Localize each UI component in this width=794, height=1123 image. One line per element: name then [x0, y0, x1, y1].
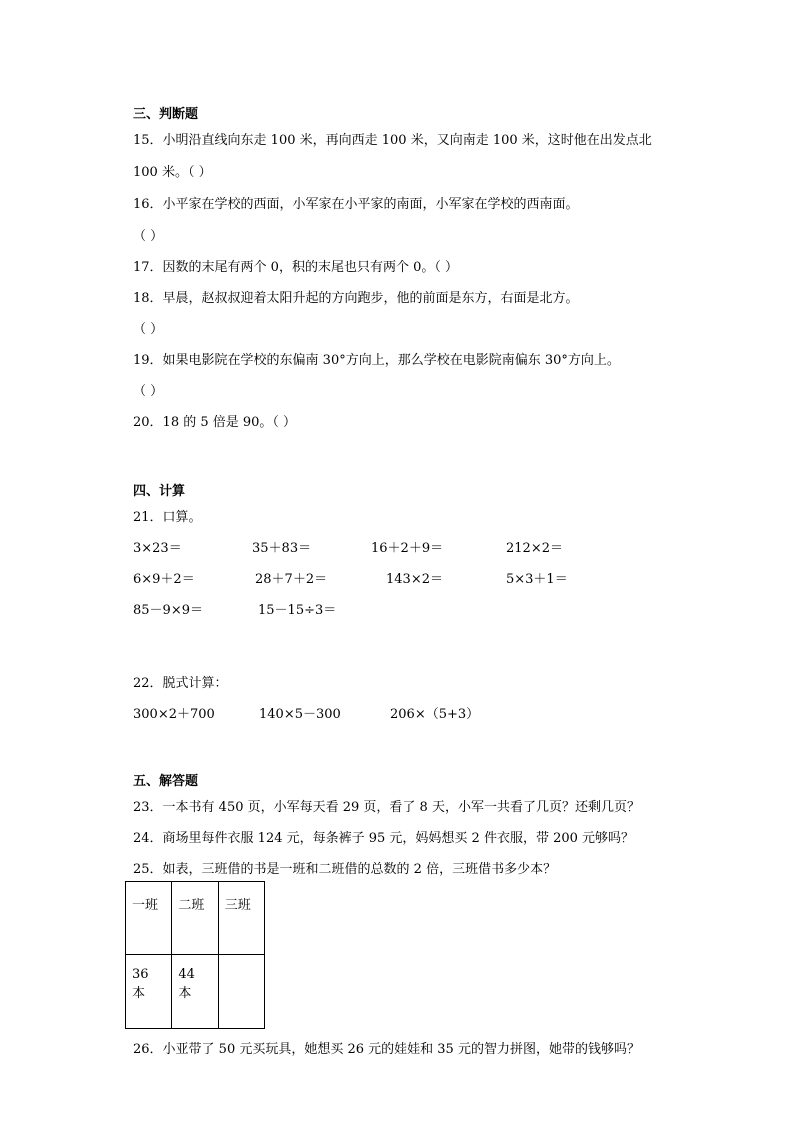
calc-item: 206×（5+3）	[390, 707, 480, 722]
calc-item: 16＋2＋9＝	[371, 541, 444, 556]
calc-item: 140×5－300	[259, 707, 341, 722]
books-table	[125, 881, 265, 1029]
calc-item: 3×23＝	[133, 541, 182, 556]
calc-item: 85－9×9＝	[133, 603, 203, 618]
question-16-line2: （ ）	[133, 229, 164, 244]
question-18-line1: 18．早晨，赵叔叔迎着太阳升起的方向跑步，他的前面是东方，右面是北方。	[133, 291, 579, 306]
question-26: 26．小亚带了 50 元买玩具，她想买 26 元的娃娃和 35 元的智力拼图，她带的钱够吗？	[133, 1042, 640, 1057]
calc-item: 28＋7＋2＝	[255, 572, 328, 587]
calc-item: 35＋83＝	[252, 541, 312, 556]
calc-item: 143×2＝	[386, 572, 443, 587]
question-19-line2: （ ）	[133, 384, 164, 399]
table-header-row	[126, 882, 265, 955]
table-cell: 44 本	[172, 955, 218, 1029]
question-20: 20．18 的 5 倍是 90。（ ）	[133, 415, 297, 430]
table-header-cell: 三班	[218, 882, 264, 955]
question-25: 25．如表，三班借的书是一班和二班借的总数的 2 倍，三班借书多少本？	[133, 862, 557, 877]
question-24: 24．商场里每件衣服 124 元，每条裤子 95 元，妈妈想买 2 件衣服，带 200 元够吗？	[133, 831, 635, 846]
section-title-judge: 三、判断题	[133, 107, 199, 122]
calc-item: 6×9＋2＝	[133, 572, 195, 587]
question-17: 17．因数的末尾有两个 0，积的末尾也只有两个 0。（ ）	[133, 260, 458, 275]
calc-item: 300×2＋700	[133, 707, 215, 722]
question-22-label: 22．脱式计算：	[133, 676, 228, 691]
question-18-line2: （ ）	[133, 322, 164, 337]
question-23: 23．一本书有 450 页，小军每天看 29 页，看了 8 天，小军一共看了几页？还剩几页？	[133, 800, 640, 815]
question-19-line1: 19．如果电影院在学校的东偏南 30°方向上，那么学校在电影院南偏东 30°方向上。	[133, 353, 620, 368]
question-16-line1: 16．小平家在学校的西面，小军家在小平家的南面，小军家在学校的西南面。	[133, 197, 579, 212]
question-21-label: 21．口算。	[133, 510, 202, 525]
question-15-line2: 100 米。（ ）	[133, 165, 212, 180]
table-header-cell: 一班	[126, 882, 172, 955]
section-title-answer: 五、解答题	[133, 774, 199, 789]
table-row	[126, 955, 265, 1029]
table-cell: 36 本	[126, 955, 172, 1029]
calc-item: 15－15÷3＝	[258, 603, 337, 618]
calc-item: 5×3＋1＝	[506, 572, 568, 587]
question-15-line1: 15．小明沿直线向东走 100 米，再向西走 100 米，又向南走 100 米，这时他在出发点北	[133, 133, 652, 148]
table-cell	[218, 955, 264, 1029]
table-header-cell: 二班	[172, 882, 218, 955]
section-title-calc: 四、计算	[133, 484, 186, 499]
calc-item: 212×2＝	[506, 541, 563, 556]
